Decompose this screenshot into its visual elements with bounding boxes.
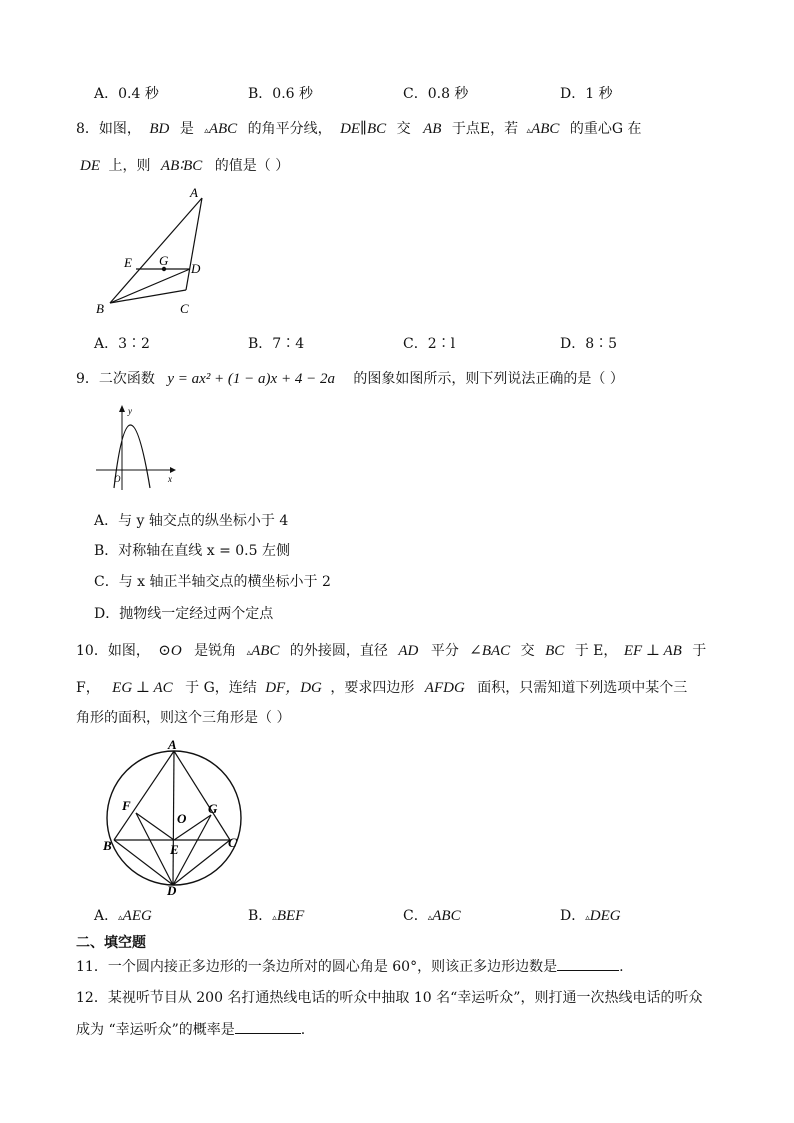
q8-math-ratio: AB∶BC (160, 158, 203, 174)
q12-line1: 12．某视听节目从 200 名打通热线电话的听众中抽取 10 名“幸运听众”，则打通一次热线电话的听众 (76, 990, 703, 1006)
q9-text: 9．二次函数 (76, 371, 155, 387)
line-ab (114, 751, 174, 840)
line-ba (110, 198, 202, 303)
q12-answer-blank[interactable] (235, 1019, 301, 1034)
option-letter: D． (560, 908, 586, 924)
option-letter: C． (403, 908, 428, 924)
line-ac (174, 751, 230, 840)
label-a: A (190, 185, 198, 200)
triangle-symbol: ▵ (272, 913, 277, 923)
label-b: B (96, 301, 104, 316)
q10-text: 平分 (430, 643, 459, 659)
q12-period: . (300, 1022, 306, 1038)
q10-math-afdg: AFDG (424, 680, 465, 696)
q12-text: 成为 “幸运听众”的概率是 (76, 1022, 235, 1038)
q10-text: 10．如图， (76, 643, 150, 659)
q9-option-c: C．与 x 轴正半轴交点的横坐标小于 2 (94, 574, 331, 590)
q8-option-b: B．7∶4 (248, 336, 305, 352)
q9-option-a: A．与 y 轴交点的纵坐标小于 4 (94, 513, 289, 529)
q10-text: 面积，只需知道下列选项中某个三 (477, 680, 688, 696)
triangle-symbol: ▵ (526, 126, 532, 136)
label-y: y (128, 406, 132, 416)
label-a: A (168, 737, 177, 752)
q12-line2 (76, 1019, 305, 1039)
q8-math-de: DE (80, 158, 100, 174)
q10-text: 于 G，连结 (185, 680, 257, 696)
label-o: O (177, 811, 187, 826)
q10-text: 于 E， (574, 643, 618, 659)
q9-formula: y = ax² + (1 − a)x + 4 − 2a (167, 371, 335, 387)
triangle-symbol: ▵ (204, 126, 209, 136)
q8-math-abc-text: ABC (208, 121, 238, 137)
line-ef (136, 813, 174, 840)
q9-text: 的图象如图所示，则下列说法正确的是（ ） (353, 371, 624, 387)
q9-option-d: D．抛物线一定经过两个定点 (94, 606, 274, 622)
label-e: E (170, 842, 179, 857)
q7-option-d: D．1 秒 (560, 86, 613, 102)
q11-text: 11．一个圆内接正多边形的一条边所对的圆心角是 60°，则该正多边形边数是 (76, 959, 558, 975)
q8-math-de-parallel-bc: DE∥BC (340, 121, 387, 137)
q8-option-c: C．2∶l (403, 336, 456, 352)
q10-line2 (76, 676, 687, 697)
q10-math-circle-o: ⊙O (158, 643, 182, 659)
q8-text: 的值是（ ） (214, 158, 290, 174)
line-df (136, 813, 173, 885)
option-math: BEF (276, 908, 305, 924)
q8-text: 上，则 (108, 158, 151, 174)
q8-text: 的角平分线， (247, 121, 332, 137)
q8-math-ab: AB (423, 121, 442, 137)
q8-option-a: A．3∶2 (94, 336, 150, 352)
option-math: AEG (122, 908, 152, 924)
triangle-symbol: ▵ (246, 648, 252, 658)
q8-triangle-figure (88, 185, 218, 317)
q10-math-ad: AD (398, 643, 419, 659)
q10-option-d (560, 905, 621, 925)
q11-answer-blank[interactable] (557, 956, 619, 971)
q10-math-angle-bac: ∠BAC (469, 643, 511, 659)
line-bd (110, 269, 190, 303)
q8-line2 (80, 155, 289, 175)
q9-option-b: B．对称轴在直线 x = 0.5 左侧 (94, 543, 290, 559)
option-letter: B． (248, 908, 273, 924)
q10-circle-figure (100, 737, 248, 897)
label-g: G (208, 801, 218, 816)
q10-text: 于 (692, 643, 707, 659)
q8-math-abc (204, 121, 237, 137)
q8-option-d: D．8∶5 (560, 336, 618, 352)
q10-math-eg-perp-ac: EG ⊥ AC (112, 680, 173, 696)
x-axis-arrow (170, 467, 176, 473)
q10-line3: 角形的面积，则这个三角形是（ ） (76, 710, 291, 726)
option-math: ABC (432, 908, 461, 924)
q8-math-bd: BD (149, 121, 170, 137)
q10-text: 是锐角 (194, 643, 237, 659)
q8-math-abc-2 (527, 121, 560, 137)
line-cd (173, 840, 230, 885)
section-title-fill-in: 二、填空题 (76, 935, 146, 951)
label-origin: O (114, 474, 121, 484)
q10-math-bc: BC (545, 643, 565, 659)
q8-math-abc-text: ABC (531, 121, 560, 137)
q10-math-df-dg: DF，DG (265, 680, 322, 696)
q7-option-c: C．0.8 秒 (403, 86, 469, 102)
label-c: C (228, 835, 237, 850)
q8-text: 交 (396, 121, 411, 137)
q10-text: 的外接圆，直径 (289, 643, 388, 659)
label-x: x (168, 474, 172, 484)
y-axis-arrow (119, 405, 125, 412)
q9-parabola-figure (92, 402, 182, 494)
label-e: E (124, 255, 132, 270)
q10-option-b (248, 905, 304, 925)
q10-option-c (403, 905, 461, 925)
q10-math-abc (247, 643, 280, 659)
q10-math-abc-text: ABC (251, 643, 280, 659)
triangle-symbol: ▵ (118, 913, 123, 923)
triangle-symbol: ▵ (585, 913, 590, 923)
q8-text: 于点E，若 (451, 121, 519, 137)
label-f: F (122, 798, 131, 813)
label-c: C (180, 301, 189, 316)
q10-option-a (94, 905, 152, 925)
label-d: D (167, 883, 177, 897)
question-11 (76, 956, 624, 976)
q8-text: 是 (179, 121, 194, 137)
q7-option-b: B．0.6 秒 (248, 86, 314, 102)
line-ad (173, 751, 174, 885)
q11-period: . (619, 959, 624, 975)
q10-text: ，要求四边形 (330, 680, 415, 696)
label-b: B (103, 838, 112, 853)
q8-text: 的重心G 在 (569, 121, 642, 137)
line-ac (186, 198, 202, 290)
q10-math-ef-perp-ab: EF ⊥ AB (623, 643, 682, 659)
q10-line1 (76, 640, 706, 660)
triangle-symbol: ▵ (427, 913, 433, 923)
q10-text: F， (76, 680, 100, 696)
option-letter: A． (94, 908, 119, 924)
q9-line1 (76, 368, 624, 388)
q7-option-a: A．0.4 秒 (94, 86, 159, 102)
option-math: DEG (589, 908, 621, 924)
line-bc (110, 290, 186, 303)
q10-text: 交 (520, 643, 535, 659)
q8-line1 (76, 118, 642, 138)
label-g: G (159, 253, 169, 268)
label-d: D (191, 261, 201, 276)
q8-text: 8．如图， (76, 121, 141, 137)
